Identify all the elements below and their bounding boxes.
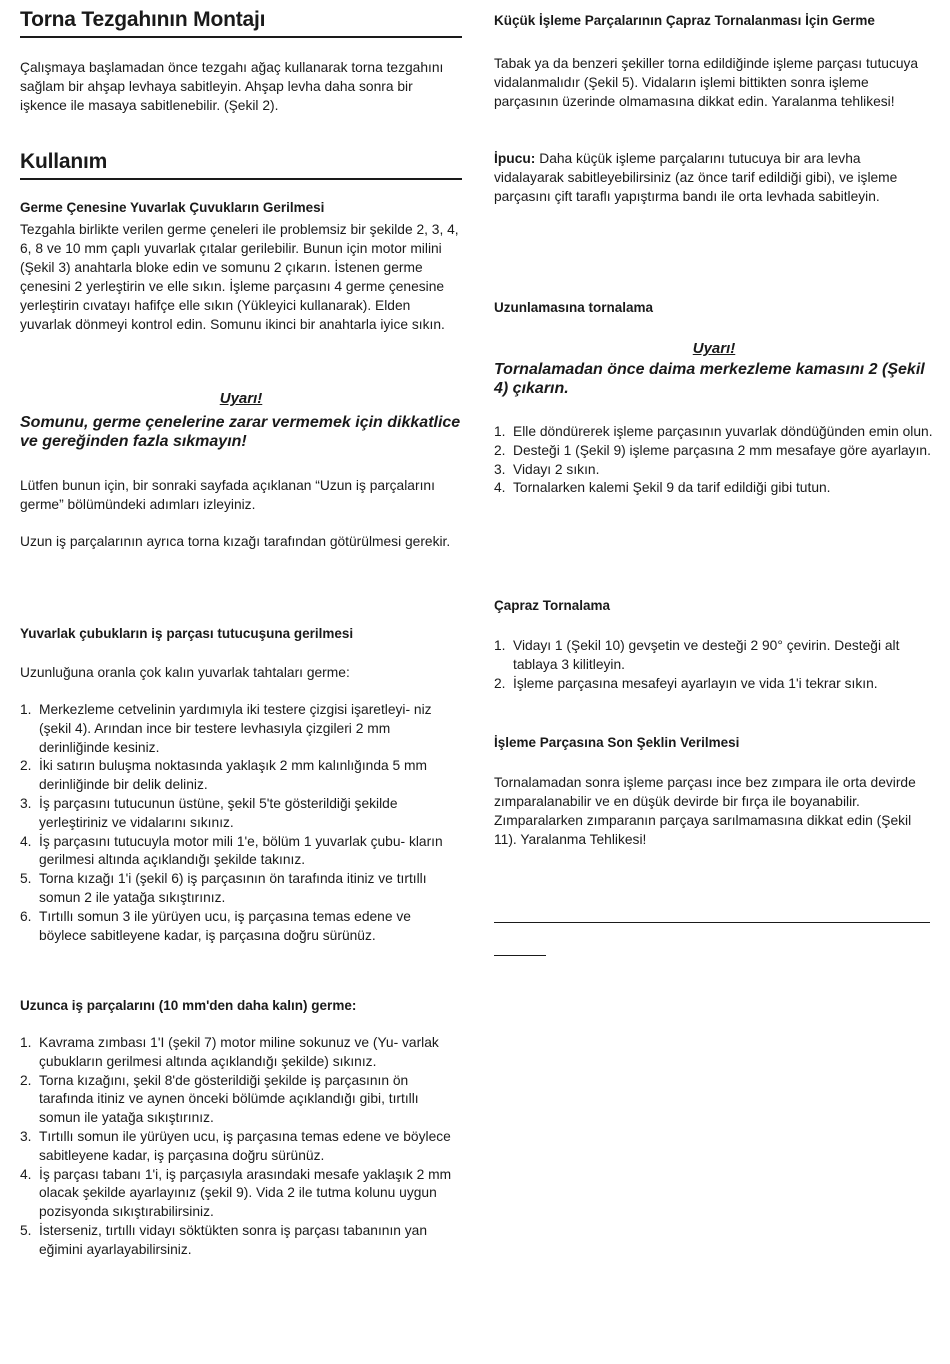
step-text: İki satırın buluşma noktasında yaklaşık 2 mm kalınlığında 5 mm derinliğinde bir delik deliniz.: [39, 758, 428, 793]
warning-text-left: Somunu, germe çenelerine zarar vermemek için dikkatlice ve gereğinden fazla sıkmayın!: [20, 414, 461, 450]
step-text: Desteği 1 (Şekil 9) işleme parçasına 2 mm mesafaye göre ayarlayın.: [513, 442, 931, 458]
warning-title-left: Uyarı!: [219, 390, 263, 407]
step-number: 2.: [494, 675, 506, 691]
step-number: 5.: [20, 871, 32, 887]
step-text: İsterseniz, tırtıllı vidayı söktükten sonra iş parçası tabanının yan eğimini ayarlayabilirsiniz.: [39, 1222, 428, 1257]
step-text: Torna kızağı 1'i (şekil 6) iş parçasının ön tarafında itiniz ve tırtıllı somun 2 ile yatağa sıkıştırınız.: [39, 871, 427, 905]
list-item: [20, 1128, 462, 1166]
list-item: [20, 701, 462, 757]
section-title-montaj: Torna Tezgahının Montajı: [20, 8, 462, 38]
short-divider-line: [494, 955, 546, 956]
step-number: 2.: [20, 758, 32, 774]
step-text: İşleme parçasına mesafeyi ayarlayın ve vida 1'i tekrar sıkın.: [513, 675, 878, 691]
ipucu-label: İpucu:: [494, 151, 536, 166]
list-item: [494, 637, 934, 675]
divider-line: [494, 922, 930, 923]
step-number: 6.: [20, 908, 32, 924]
son-sekil-heading: İşleme Parçasına Son Şeklin Verilmesi: [494, 735, 740, 750]
list-item: [20, 870, 462, 908]
list-item: [20, 1222, 462, 1260]
note-paragraph-2: Uzun iş parçalarının ayrıca torna kızağı tarafından götürülmesi gerekir.: [20, 534, 451, 549]
list-item: [494, 423, 934, 442]
list-item: [20, 795, 462, 833]
uzunca-heading: Uzunca iş parçalarını (10 mm'den daha kalın) germe:: [20, 998, 357, 1013]
step-number: 1.: [20, 1035, 32, 1050]
step-number: 1.: [20, 702, 32, 717]
ipucu-paragraph: [494, 149, 934, 206]
kucuk-heading: Küçük İşleme Parçalarının Çapraz Tornalanması İçin Germe: [494, 13, 875, 28]
note-paragraph-1: Lütfen bunun için, bir sonraki sayfada açıklanan “Uzun iş parçalarını germe” bölümündeki adımları izleyiniz.: [20, 478, 435, 512]
step-number: 1.: [494, 424, 506, 439]
warning-text-right: Tornalamadan önce daima merkezleme kamasını 2 (Şekil 4) çıkarın.: [494, 361, 925, 397]
step-text: İş parçasını tutucuyla motor mili 1'e, bölüm 1 yuvarlak çubu- kların gerilmesi altında açıklandığı şekilde takınız.: [39, 833, 443, 868]
germe-heading: Germe Çenesine Yuvarlak Çuvukların Gerilmesi: [20, 200, 325, 215]
kucuk-paragraph: Tabak ya da benzeri şekiller torna edildiğinde işleme parçası tutucuya vidalanmalıdır (Şekil 5). Vidaların işlemi bittikten sonra işleme parçasının üzerinde olmamasına dikkat edin. Yaralanma tehlikesi!: [494, 56, 919, 109]
step-text: İş parçası tabanı 1'i, iş parçasıyla arasındaki mesafe yaklaşık 2 mm olacak şekilde ayarlayınız (şekil 9). Vida 2 ile tutma kolunu uygun pozisyonda sıkıştırabilirsiniz.: [39, 1166, 452, 1220]
list-item: [20, 757, 462, 795]
list-item: [20, 1166, 462, 1222]
yuvarlak-heading: Yuvarlak çubukların iş parçası tutucuşuna gerilmesi: [20, 626, 354, 641]
step-number: 2.: [494, 442, 506, 458]
step-number: 3.: [494, 461, 506, 477]
montaj-section: [20, 8, 462, 38]
step-text: Torna kızağını, şekil 8'de gösterildiği şekilde iş parçasının ön tarafında itiniz ve aynen önceki bölümde açıklandığı gibi, tırtıllı somun ile yatağa sıkıştırınız.: [39, 1072, 419, 1126]
step-number: 3.: [20, 795, 32, 811]
step-text: Merkezleme cetvelinin yardımıyla iki testere çizgisi işaretleyi- niz (şekil 4). Arından ince bir testere levhasıyla çizgileri 2 mm derinliğinde kesiniz.: [39, 702, 432, 755]
list-item: [20, 1072, 462, 1128]
capraz-heading: Çapraz Tornalama: [494, 598, 611, 613]
step-number: 4.: [20, 1166, 32, 1182]
step-number: 4.: [20, 833, 32, 849]
step-number: 5.: [20, 1222, 32, 1238]
step-text: Kavrama zımbası 1'I (şekil 7) motor miline sokunuz ve (Yu- varlak çubukların gerilmesi altında açıklandığı şekilde) sıkınız.: [39, 1035, 439, 1069]
yuvarlak-steps-list: [20, 701, 462, 945]
step-text: İş parçasını tutucunun üstüne, şekil 5'te gösterildiği şekilde yerleştiriniz ve vidalarını sıkınız.: [39, 795, 398, 830]
list-item: [494, 461, 934, 480]
montaj-paragraph: Çalışmaya başlamadan önce tezgahı ağaç kullanarak torna tezgahını sağlam bir ahşap levhaya sabitleyin. Ahşap levha daha sonra bir işkence ile masaya sabitlenebilir. (Şekil 2).: [20, 60, 444, 113]
step-number: 3.: [20, 1128, 32, 1144]
step-text: Vidayı 1 (Şekil 10) gevşetin ve desteği 2 90° çevirin. Desteği alt tablaya 3 kilitleyin.: [513, 638, 900, 672]
list-item: [20, 833, 462, 871]
step-number: 1.: [494, 638, 506, 653]
list-item: [494, 675, 934, 694]
step-number: 4.: [494, 480, 506, 496]
section-title-kullanim: Kullanım: [20, 150, 462, 180]
step-text: Tırtıllı somun ile yürüyen ucu, iş parçasına temas edene ve böylece sabitleyene kadar, iş parçasına doğru sürünüz.: [39, 1128, 451, 1163]
list-item: [20, 908, 462, 946]
warning-title-right: Uyarı!: [692, 340, 736, 357]
step-number: 2.: [20, 1072, 32, 1088]
germe-paragraph: Tezgahla birlikte verilen germe çeneleri ile problemsiz bir şekilde 2, 3, 4, 6, 8 ve 10 mm çaplı yuvarlak çıtalar gerilebilir. Bunun için motor milini (Şekil 3) anahtarla bloke edin ve somunu 2 çıkarın. İstenen germe çenesini 2 yerleştirin ve elle sıkın. İşleme parçasını 4 germe çenesine yerleştirin cıvatayı hafifçe elle sıkın (Yükleyici kullanarak). Elden yuvarlak dönmeyi kontrol edin. Somunu ikinci bir anahtarla iyice sıkın.: [20, 222, 459, 332]
list-item: [494, 442, 934, 461]
uzunlamasina-heading: Uzunlamasına tornalama: [494, 300, 654, 315]
capraz-steps-list: [494, 637, 934, 693]
step-text: Tırtıllı somun 3 ile yürüyen ucu, iş parçasına temas edene ve böylece sabitleyene kadar, iş parçasına doğru sürünüz.: [39, 908, 411, 943]
yuvarlak-intro: Uzunluğuna oranla çok kalın yuvarlak tahtaları germe:: [20, 665, 350, 680]
son-sekil-paragraph: Tornalamadan sonra işleme parçası ince bez zımpara ile orta devirde zımparalanabilir ve en düşük devirde bir fırça ile boyanabilir. Zımparalarken zımparanın parçaya sarılmamasına dikkat edin (Şekil 11). Yaralanma Tehlikesi!: [494, 775, 916, 847]
list-item: [494, 479, 934, 498]
ipucu-text: Daha küçük işleme parçalarını tutucuya bir ara levha vidalayarak sabitleyebilirsiniz (az önce tarif edildiği gibi), ve işleme parçasını çift taraflı yapıştırma bandı ile orta levhada sabitleyin.: [494, 151, 898, 204]
step-text: Tornalarken kalemi Şekil 9 da tarif edildiği gibi tutun.: [513, 480, 831, 496]
step-text: Vidayı 2 sıkın.: [513, 461, 600, 477]
list-item: [20, 1034, 462, 1072]
step-text: Elle döndürerek işleme parçasının yuvarlak döndüğünden emin olun.: [513, 424, 933, 439]
uzunca-steps-list: [20, 1034, 462, 1260]
uzunlamasina-steps-list: [494, 423, 934, 498]
